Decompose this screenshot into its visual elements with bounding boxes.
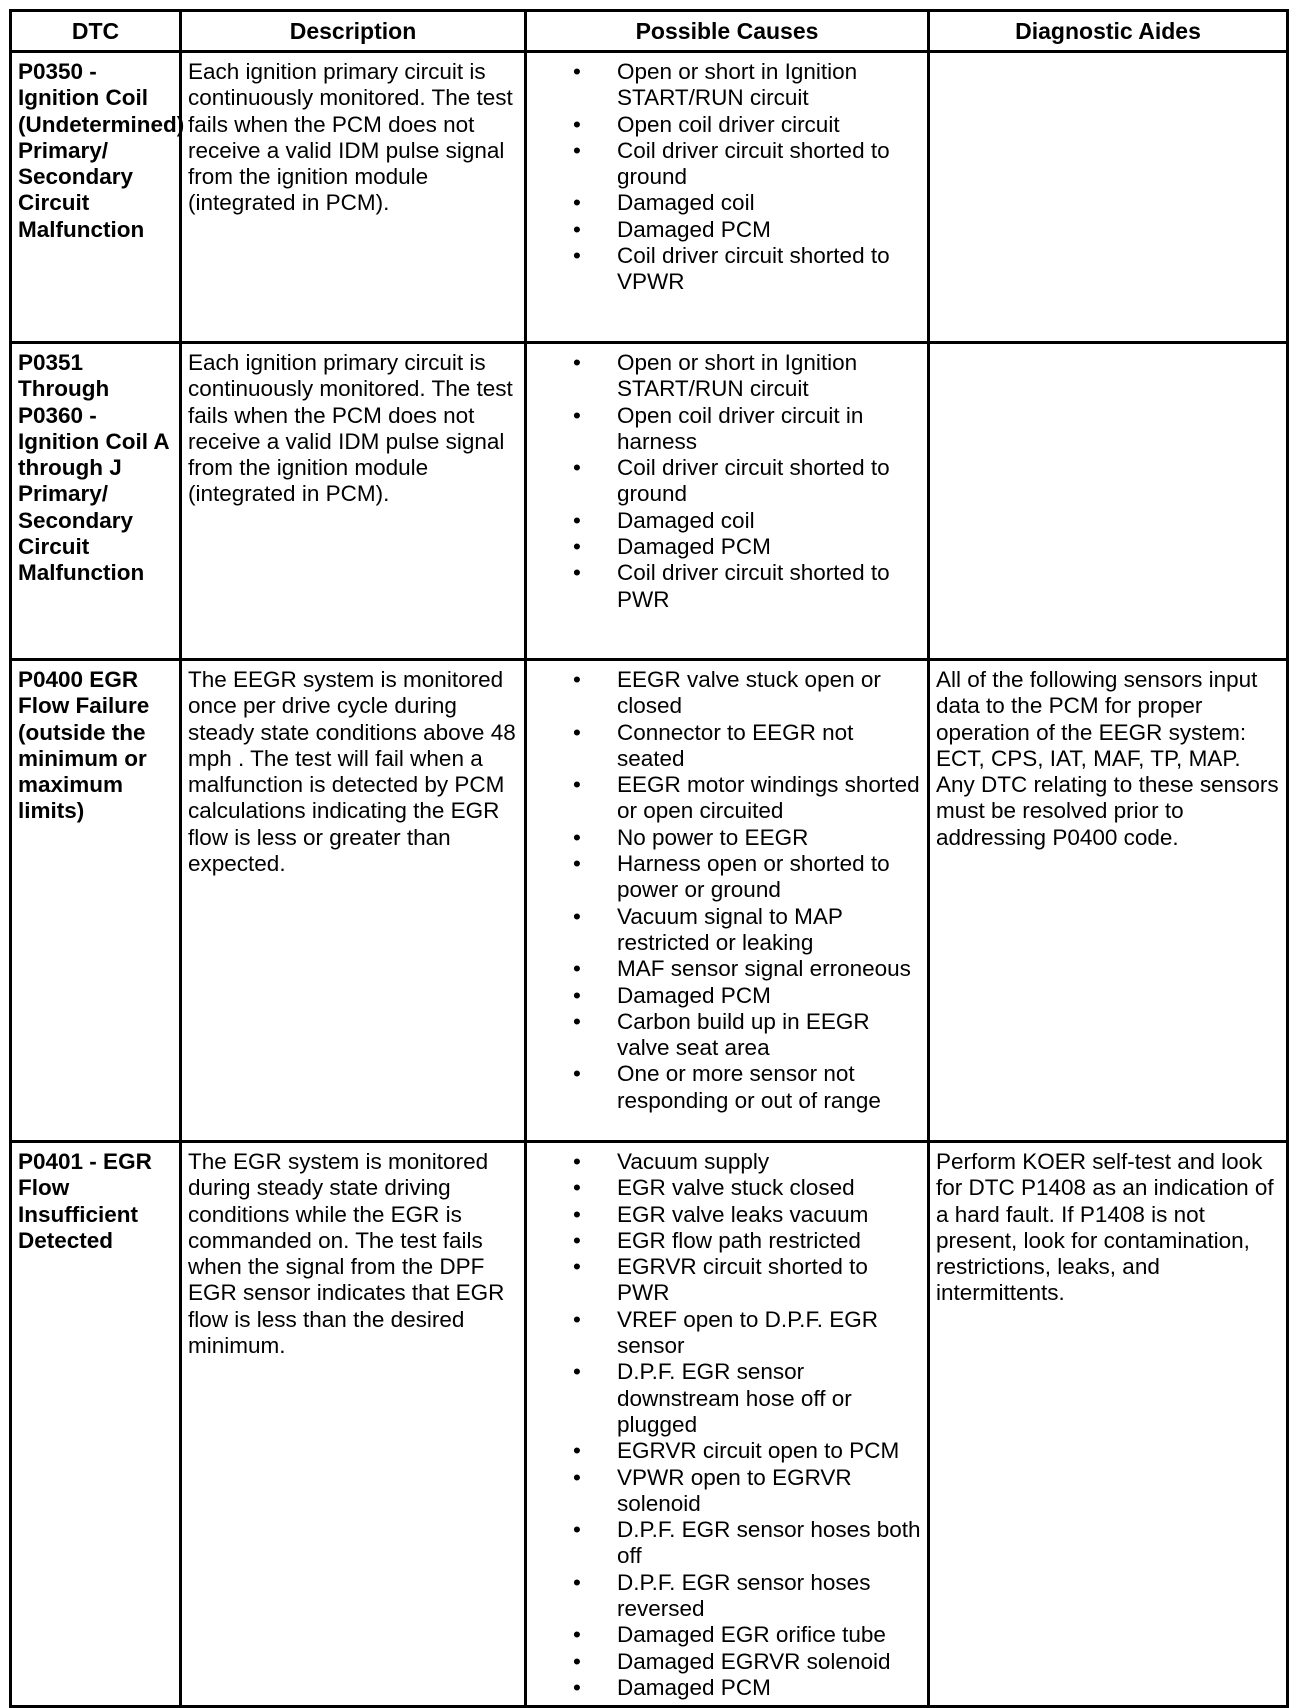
list-item: • Damaged coil — [617, 190, 921, 216]
list-item: • EGR valve leaks vacuum — [617, 1202, 921, 1228]
dtc-cell: P0401 - EGR Flow Insufficient Detected — [11, 1142, 181, 1707]
list-item: • Damaged PCM — [617, 1675, 921, 1701]
header-possible-causes: Possible Causes — [526, 11, 929, 52]
list-item: • EEGR valve stuck open or closed — [617, 667, 921, 720]
list-item: • Open coil driver circuit in harness — [617, 403, 921, 456]
dtc-table — [9, 9, 1289, 1708]
dtc-cell: P0350 - Ignition Coil (Undetermined) Primary/ Secondary Circuit Malfunction — [11, 52, 181, 343]
table-row — [11, 660, 1288, 1142]
list-item: • VPWR open to EGRVR solenoid — [617, 1465, 921, 1518]
list-item: • Connector to EEGR not seated — [617, 720, 921, 773]
causes-cell — [526, 660, 929, 1142]
description-cell: Each ignition primary circuit is continuously monitored. The test fails when the PCM does not receive a valid IDM pulse signal from the ignition module (integrated in PCM). — [181, 343, 526, 660]
list-item: • Open or short in Ignition START/RUN circuit — [617, 59, 921, 112]
list-item: • Coil driver circuit shorted to VPWR — [617, 243, 921, 296]
list-item: • Damaged PCM — [617, 983, 921, 1009]
aides-cell — [929, 343, 1288, 660]
causes-cell — [526, 1142, 929, 1707]
causes-cell — [526, 343, 929, 660]
list-item: • Open coil driver circuit — [617, 112, 921, 138]
list-item: • Damaged EGR orifice tube — [617, 1622, 921, 1648]
list-item: • No power to EEGR — [617, 825, 921, 851]
description-cell: The EGR system is monitored during steady state driving conditions while the EGR is commanded on. The test fails when the signal from the DPF EGR sensor indicates that EGR flow is less than the desired minimum. — [181, 1142, 526, 1707]
header-dtc: DTC — [11, 11, 181, 52]
causes-list — [533, 350, 921, 613]
list-item: • Open or short in Ignition START/RUN circuit — [617, 350, 921, 403]
table-row — [11, 52, 1288, 343]
dtc-cell: P0351 Through P0360 - Ignition Coil A through J Primary/ Secondary Circuit Malfunction — [11, 343, 181, 660]
description-cell: Each ignition primary circuit is continuously monitored. The test fails when the PCM does not receive a valid IDM pulse signal from the ignition module (integrated in PCM). — [181, 52, 526, 343]
list-item: • Coil driver circuit shorted to PWR — [617, 560, 921, 613]
list-item: • EGRVR circuit open to PCM — [617, 1438, 921, 1464]
list-item: • Coil driver circuit shorted to ground — [617, 138, 921, 191]
list-item: • Harness open or shorted to power or ground — [617, 851, 921, 904]
list-item: • EGR valve stuck closed — [617, 1175, 921, 1201]
causes-list — [533, 1149, 921, 1701]
list-item: • D.P.F. EGR sensor hoses reversed — [617, 1570, 921, 1623]
list-item: • Damaged EGRVR solenoid — [617, 1649, 921, 1675]
causes-list — [533, 667, 921, 1114]
list-item: • Damaged coil — [617, 508, 921, 534]
list-item: • Damaged PCM — [617, 217, 921, 243]
aides-cell: Perform KOER self-test and look for DTC P1408 as an indication of a hard fault. If P1408 is not present, look for contamination, restrictions, leaks, and intermittents. — [929, 1142, 1288, 1707]
causes-cell — [526, 52, 929, 343]
list-item: • D.P.F. EGR sensor downstream hose off or plugged — [617, 1359, 921, 1438]
list-item: • VREF open to D.P.F. EGR sensor — [617, 1307, 921, 1360]
aides-cell — [929, 52, 1288, 343]
aides-cell: All of the following sensors input data to the PCM for proper operation of the EEGR system: ECT, CPS, IAT, MAF, TP, MAP. Any DTC relating to these sensors must be resolved prior to addressing P0400 code. — [929, 660, 1288, 1142]
list-item: • EEGR motor windings shorted or open circuited — [617, 772, 921, 825]
list-item: • Vacuum signal to MAP restricted or leaking — [617, 904, 921, 957]
list-item: • One or more sensor not responding or out of range — [617, 1061, 921, 1114]
list-item: • EGR flow path restricted — [617, 1228, 921, 1254]
list-item: • Damaged PCM — [617, 534, 921, 560]
dtc-cell: P0400 EGR Flow Failure (outside the minimum or maximum limits) — [11, 660, 181, 1142]
header-diagnostic-aides: Diagnostic Aides — [929, 11, 1288, 52]
header-row — [11, 11, 1288, 52]
list-item: • D.P.F. EGR sensor hoses both off — [617, 1517, 921, 1570]
list-item: • Coil driver circuit shorted to ground — [617, 455, 921, 508]
list-item: • EGRVR circuit shorted to PWR — [617, 1254, 921, 1307]
table-row — [11, 343, 1288, 660]
list-item: • Carbon build up in EEGR valve seat area — [617, 1009, 921, 1062]
list-item: • MAF sensor signal erroneous — [617, 956, 921, 982]
table-row — [11, 1142, 1288, 1707]
causes-list — [533, 59, 921, 296]
header-description: Description — [181, 11, 526, 52]
list-item: • Vacuum supply — [617, 1149, 921, 1175]
description-cell: The EEGR system is monitored once per drive cycle during steady state conditions above 48 mph . The test will fail when a malfunction is detected by PCM calculations indicating the EGR flow is less or greater than expected. — [181, 660, 526, 1142]
